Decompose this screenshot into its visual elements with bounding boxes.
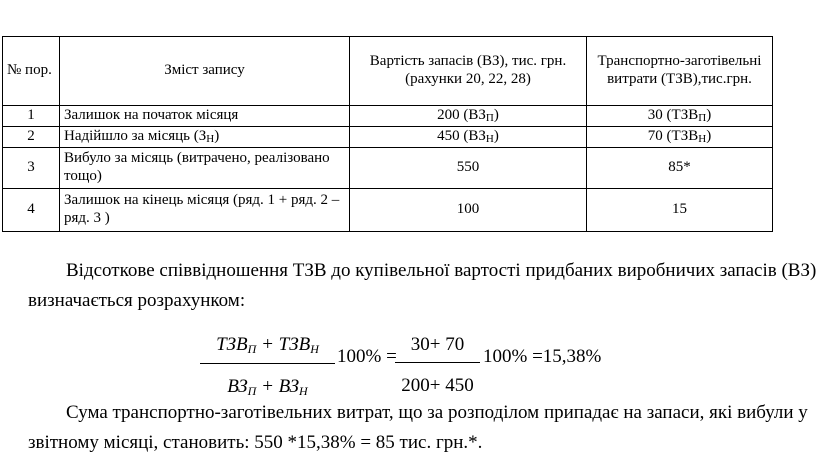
header-content: Зміст запису (60, 37, 350, 106)
header-value: Вартість запасів (ВЗ), тис. грн. (рахунки 20, 22, 28) (350, 37, 587, 106)
formula-numeric-numerator: 30+ 70 (395, 334, 480, 363)
row-value: 100 (350, 189, 587, 232)
row-description: Вибуло за місяць (витрачено, реалізовано тощо) (60, 148, 350, 189)
row-number: 2 (3, 127, 60, 148)
formula-percent-equals: 100% = (337, 346, 397, 367)
formula-numeric-denominator: 200+ 450 (401, 375, 474, 396)
percentage-formula (200, 334, 640, 398)
table-row (3, 106, 773, 127)
row-number: 4 (3, 189, 60, 232)
row-tzv: 85* (587, 148, 773, 189)
row-description: Залишок на початок місяця (60, 106, 350, 127)
row-tzv: 70 (ТЗВН) (587, 127, 773, 148)
row-value: 450 (ВЗН) (350, 127, 587, 148)
formula-fraction-symbolic (200, 334, 335, 399)
row-tzv: 30 (ТЗВП) (587, 106, 773, 127)
header-number: № пор. (3, 37, 60, 106)
row-number: 3 (3, 148, 60, 189)
row-value: 200 (ВЗП) (350, 106, 587, 127)
row-description: Надійшло за місяць (ЗН) (60, 127, 350, 148)
table-row (3, 148, 773, 189)
row-number: 1 (3, 106, 60, 127)
formula-numerator: ТЗВП + ТЗВН (200, 334, 335, 364)
table-header-row (3, 37, 773, 106)
table-row (3, 189, 773, 232)
header-tzv: Транспортно-заготівельні витрати (ТЗВ),тис.грн. (587, 37, 773, 106)
formula-fraction-numeric (395, 334, 480, 397)
formula-result: 100% =15,38% (483, 346, 602, 367)
table-row (3, 127, 773, 148)
intro-paragraph: Відсоткове співвідношення ТЗВ до купівельної вартості придбаних виробничих запасів (ВЗ) визначається розрахунком: (28, 260, 816, 311)
formula-denominator: ВЗП + ВЗН (227, 376, 308, 398)
row-tzv: 15 (587, 189, 773, 232)
row-description: Залишок на кінець місяця (ряд. 1 + ряд. 2 – ряд. 3 ) (60, 189, 350, 232)
conclusion-paragraph: Сума транспортно-заготівельних витрат, що за розподілом припадає на запаси, які вибули у звітному місяці, становить: 550 *15,38% = 85 тис. грн.*. (28, 402, 808, 453)
row-value: 550 (350, 148, 587, 189)
inventory-table (2, 36, 773, 232)
